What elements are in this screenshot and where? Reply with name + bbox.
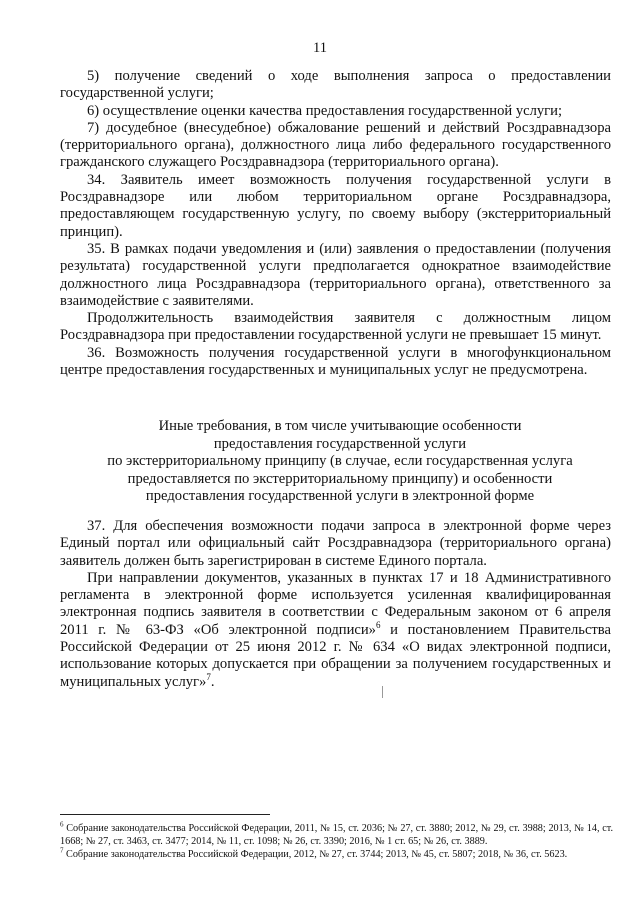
footnote-text-7: Собрание законодательства Российской Федерации, 2012, № 27, ст. 3744; 2013, № 45, ст. 5807; 2018, № 36, ст. 5623. — [63, 849, 568, 861]
section-heading-line: Иные требования, в том числе учитывающие особенности — [158, 418, 522, 434]
paragraph-36: 36. Возможность получения государственной услуги в многофункциональном центре предоставления государственных и муниципальных услуг не предусмотрена. — [60, 344, 611, 379]
footnote-mark-7: 7 — [60, 847, 64, 856]
paragraph-duration: Продолжительность взаимодействия заявителя с должностным лицом Росздравнадзора при предоставлении государственной услуги не превышает 15 минут. — [60, 310, 611, 344]
paragraph-documents-end: . — [210, 673, 215, 690]
page-number: 11 — [313, 40, 327, 56]
paragraph-item-6: 6) осуществление оценки качества предоставления государственной услуги; — [87, 102, 563, 119]
footnotes — [60, 822, 613, 862]
paragraph-documents-part1: При направлении документов, указанных в пунктах 17 и 18 Административного регламента в электронной форме используется усиленная квалифицированная электронная подпись заявителя в соответствии с Федеральным законом от 6 апреля 2011 г. № 63-ФЗ «Об электронной подписи» — [60, 569, 611, 638]
section-heading-line: предоставляется по экстерриториальному принципу) и особенности — [127, 470, 553, 487]
stray-mark — [382, 686, 383, 698]
footnote-separator — [60, 814, 270, 815]
footnote-mark-6: 6 — [60, 820, 64, 829]
paragraph-documents — [60, 570, 611, 691]
paragraph-34: 34. Заявитель имеет возможность получения государственной услуги в Росздравнадзоре или любом территориальном органе Росздравнадзора, предоставляющем государственную услугу, по своему выбору (экстерриториальный принцип). — [60, 171, 611, 240]
section-heading-line: предоставления государственной услуги — [213, 435, 467, 452]
paragraph-documents-part2: и постановлением Правительства Российской Федерации от 25 июня 2012 г. № 634 «О видах электронной подписи, использование которых допускается при обращении за получением государственных и муниципальных услуг» — [60, 621, 611, 690]
paragraph-item-7: 7) досудебное (внесудебное) обжалование решений и действий Росздравнадзора (территориального органа), должностного лица либо федерального государственного гражданского служащего Росздравнадзора (территориального органа). — [60, 119, 611, 171]
paragraph-item-5: 5) получение сведений о ходе выполнения запроса о предоставлении государственной услуги; — [60, 68, 611, 102]
section-heading — [80, 418, 600, 506]
paragraph-37: 37. Для обеспечения возможности подачи запроса в электронной форме через Единый портал или официальный сайт Росздравнадзора (территориального органа) заявитель должен быть зарегистрирован в системе Единого портала. — [60, 518, 611, 569]
footnote-ref-6[interactable]: 6 — [375, 619, 381, 630]
footnote-7 — [60, 848, 613, 861]
body-text-electronic — [60, 518, 611, 691]
body-text — [60, 68, 611, 379]
section-heading-line: по экстерриториальному принципу (в случае, если государственная услуга — [107, 453, 573, 470]
footnote-ref-7[interactable]: 7 — [206, 671, 211, 682]
footnote-6 — [60, 822, 613, 848]
paragraph-35: 35. В рамках подачи уведомления и (или) заявления о предоставлении (получения результата) государственной услуги предполагается однократное взаимодействие должностного лица Росздравнадзора (территориального органа), ответственного за взаимодействие с заявителями. — [60, 240, 611, 309]
footnote-text-6: Собрание законодательства Российской Федерации, 2011, № 15, ст. 2036; № 27, ст. 3880; 2012, № 29, ст. 3988; 2013, № 14, ст. 1668; № 27, ст. 3463, ст. 3477; 2014, № 11, ст. 1098; № 26, ст. 3390; 2016, № 1 ст. 65; № 26, ст. 3889. — [60, 823, 613, 848]
section-heading-line: предоставления государственной услуги в электронной форме — [145, 488, 535, 505]
